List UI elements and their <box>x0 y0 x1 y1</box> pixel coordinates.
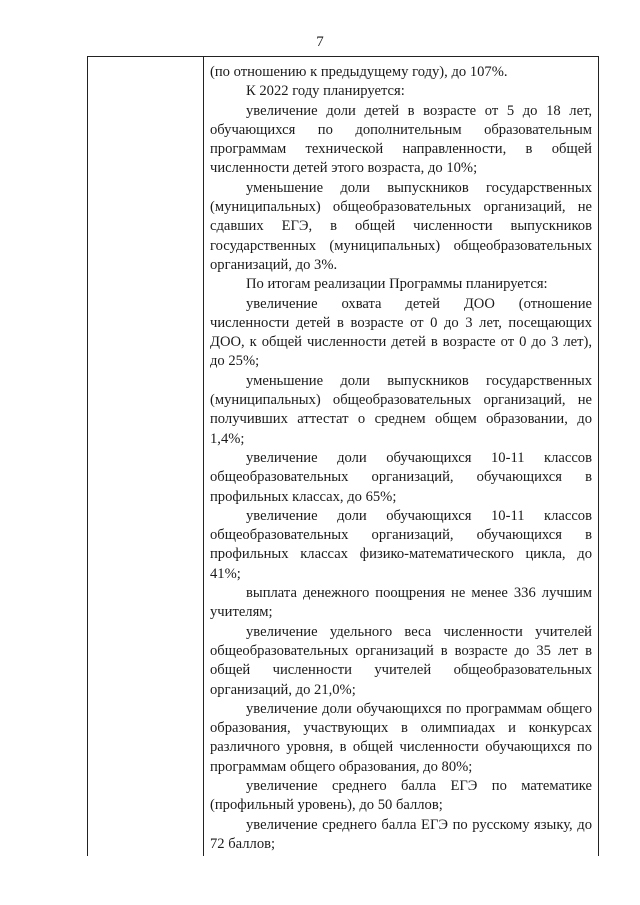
paragraph: (по отношению к предыдущему году), до 107%. <box>210 64 508 80</box>
paragraph: увеличение удельного веса численности учителей общеобразовательных организаций в возрасте до 35 лет в общей численности учителей общеобразовательных организаций, до 21,0%; <box>210 623 592 698</box>
page-number: 7 <box>316 34 324 50</box>
paragraph: По итогам реализации Программы планируется: <box>246 276 548 293</box>
text-column <box>210 63 592 854</box>
content-table <box>87 56 599 856</box>
paragraph: К 2022 году планируется: <box>246 83 405 100</box>
paragraph: уменьшение доли выпускников государственных (муниципальных) общеобразовательных организаций, не получивших аттестат о среднем общем образовании, до 1,4%; <box>210 372 592 447</box>
paragraph: увеличение доли обучающихся по программам общего образования, участвующих в олимпиадах и конкурсах различного уровня, в общей численности обучающихся по программам общего образования, до 80%; <box>210 700 592 775</box>
paragraph: увеличение доли детей в возрасте от 5 до 18 лет, обучающихся по дополнительным образовательным программам технической направленности, в общей численности детей этого возраста, до 10%; <box>210 102 592 177</box>
paragraph: увеличение охвата детей ДОО (отношение численности детей в возрасте от 0 до 3 лет, посещающих ДОО, к общей численности детей в возрасте от 0 до 3 лет), до 25%; <box>210 295 592 370</box>
paragraph: выплата денежного поощрения не менее 336 лучшим учителям; <box>210 585 592 621</box>
paragraph: увеличение доли обучающихся 10-11 классов общеобразовательных организаций, обучающихся в профильных классах, до 65%; <box>210 449 592 505</box>
paragraph: увеличение среднего балла ЕГЭ по русскому языку, до 72 баллов; <box>210 816 592 852</box>
paragraph: увеличение доли обучающихся 10-11 классов общеобразовательных организаций, обучающихся в профильных классах физико-математического цикла, до 41%; <box>210 507 592 582</box>
paragraph: увеличение среднего балла ЕГЭ по математике (профильный уровень), до 50 баллов; <box>210 777 592 814</box>
paragraph: уменьшение доли выпускников государственных (муниципальных) общеобразовательных организаций, не сдавших ЕГЭ, в общей численности выпускников государственных (муниципальных) общеобразовательных организаций, до 3%. <box>210 179 592 273</box>
column-divider <box>203 57 204 856</box>
